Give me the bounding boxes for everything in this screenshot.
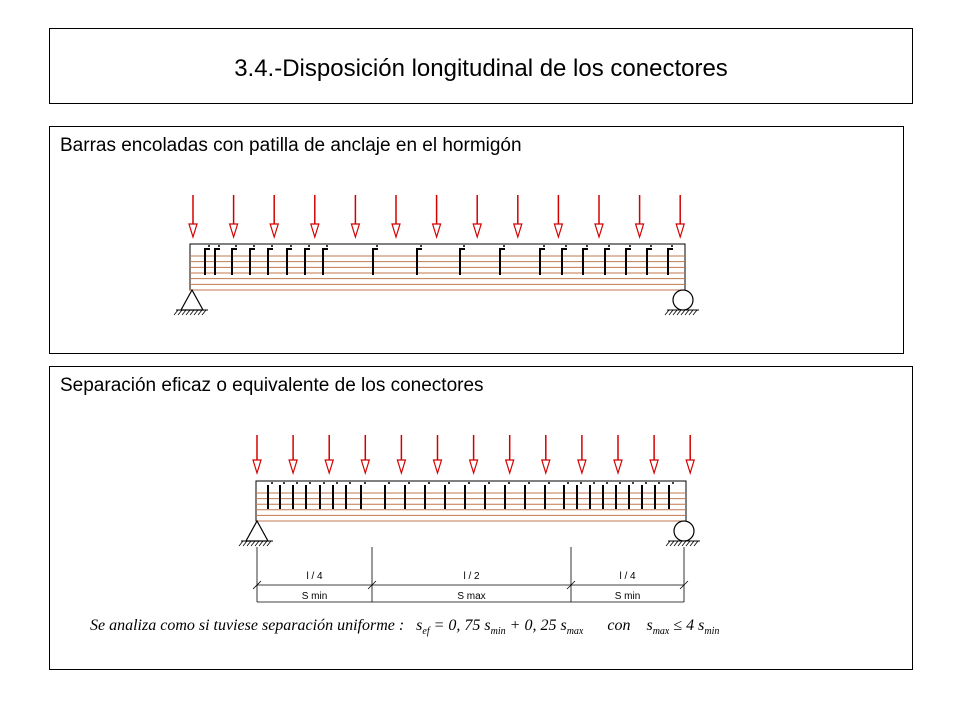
dimension-span-label: l / 4 [619, 571, 636, 582]
aggregate-dot [323, 482, 325, 484]
beam-diagram-1 [50, 127, 905, 355]
page-title: 3.4.-Disposición longitudinal de los conectores [234, 55, 728, 82]
load-arrow-head [351, 224, 359, 237]
aggregate-dot [218, 245, 220, 247]
load-arrow-head [253, 460, 261, 473]
formula-term-min: = 0, 75 s [433, 617, 491, 634]
aggregate-dot [290, 245, 292, 247]
ground-hatch [182, 310, 186, 315]
ground-hatch [251, 541, 255, 546]
load-arrow-head [614, 460, 622, 473]
aggregate-dot [593, 482, 595, 484]
load-arrow-head [554, 224, 562, 237]
formula-con: con [607, 617, 631, 634]
load-arrow-head [361, 460, 369, 473]
ground-hatch [665, 310, 669, 315]
load-arrow-head [686, 460, 694, 473]
ground-hatch [674, 541, 678, 546]
ground-hatch [682, 541, 686, 546]
aggregate-dot [349, 482, 351, 484]
load-arrow-head [470, 460, 478, 473]
aggregate-dot [326, 245, 328, 247]
load-arrow-head [289, 460, 297, 473]
formula-cond-a-sub: max [652, 626, 670, 637]
aggregate-dot [420, 245, 422, 247]
ground-hatch [263, 541, 267, 546]
load-arrow-head [676, 224, 684, 237]
aggregate-dot [608, 245, 610, 247]
load-arrow-head [636, 224, 644, 237]
ground-hatch [678, 541, 682, 546]
aggregate-dot [671, 245, 673, 247]
aggregate-dot [565, 245, 567, 247]
load-arrow-head [434, 460, 442, 473]
load-arrow-head [473, 224, 481, 237]
aggregate-dot [488, 482, 490, 484]
aggregate-dot [283, 482, 285, 484]
pinned-support [246, 521, 268, 541]
aggregate-dot [364, 482, 366, 484]
formula-text: Se analiza como si tuviese separación uniforme : [90, 617, 405, 634]
ground-hatch [178, 310, 182, 315]
aggregate-dot [632, 482, 634, 484]
dimension-spacing-label: S min [614, 591, 641, 602]
aggregate-dot [508, 482, 510, 484]
ground-hatch [198, 310, 202, 315]
panel-effective-spacing [49, 366, 913, 670]
formula-term-max: + 0, 25 s [509, 617, 567, 634]
ground-hatch [190, 310, 194, 315]
ground-hatch [670, 541, 674, 546]
panel1-heading: Barras encoladas con patilla de anclaje en el hormigón [60, 135, 522, 156]
load-arrow-head [392, 224, 400, 237]
load-arrow-head [325, 460, 333, 473]
ground-hatch [243, 541, 247, 546]
ground-hatch [689, 310, 693, 315]
aggregate-dot [388, 482, 390, 484]
ground-hatch [267, 541, 271, 546]
aggregate-dot [376, 245, 378, 247]
ground-hatch [247, 541, 251, 546]
aggregate-dot [658, 482, 660, 484]
ground-hatch [255, 541, 259, 546]
pinned-support [181, 290, 203, 310]
ground-hatch [694, 541, 698, 546]
ground-hatch [202, 310, 206, 315]
aggregate-dot [308, 245, 310, 247]
aggregate-dot [586, 245, 588, 247]
aggregate-dot [580, 482, 582, 484]
spacing-formula [90, 617, 719, 637]
title-panel [49, 28, 913, 104]
load-arrow-head [189, 224, 197, 237]
load-arrow-head [595, 224, 603, 237]
aggregate-dot [548, 482, 550, 484]
aggregate-dot [543, 245, 545, 247]
aggregate-dot [468, 482, 470, 484]
dimension-span-label: l / 2 [463, 571, 480, 582]
aggregate-dot [271, 482, 273, 484]
aggregate-dot [336, 482, 338, 484]
formula-term-min-sub: min [490, 626, 506, 637]
aggregate-dot [650, 245, 652, 247]
ground-hatch [194, 310, 198, 315]
ground-hatch [690, 541, 694, 546]
ground-hatch [666, 541, 670, 546]
ground-hatch [677, 310, 681, 315]
formula-cond-b: ≤ 4 s [673, 617, 705, 634]
formula-lhs-sub: ef [422, 626, 430, 637]
dimension-spacing-label: S min [301, 591, 328, 602]
roller-support [673, 290, 693, 310]
load-arrow-head [311, 224, 319, 237]
ground-hatch [685, 310, 689, 315]
aggregate-dot [208, 245, 210, 247]
load-arrow-head [433, 224, 441, 237]
aggregate-dot [606, 482, 608, 484]
aggregate-dot [448, 482, 450, 484]
ground-hatch [693, 310, 697, 315]
aggregate-dot [271, 245, 273, 247]
panel2-heading: Separación eficaz o equivalente de los conectores [60, 375, 484, 396]
panel-glued-bars [49, 126, 904, 354]
aggregate-dot [629, 245, 631, 247]
ground-hatch [259, 541, 263, 546]
ground-hatch [239, 541, 243, 546]
aggregate-dot [253, 245, 255, 247]
load-arrow-head [230, 224, 238, 237]
ground-hatch [174, 310, 178, 315]
aggregate-dot [235, 245, 237, 247]
aggregate-dot [672, 482, 674, 484]
formula-cond-a: s [646, 617, 653, 634]
formula-term-max-sub: max [566, 626, 584, 637]
load-arrow-head [542, 460, 550, 473]
load-arrow-head [397, 460, 405, 473]
ground-hatch [681, 310, 685, 315]
load-arrow-head [514, 224, 522, 237]
roller-support [674, 521, 694, 541]
ground-hatch [186, 310, 190, 315]
aggregate-dot [528, 482, 530, 484]
ground-hatch [673, 310, 677, 315]
load-arrow-head [506, 460, 514, 473]
aggregate-dot [619, 482, 621, 484]
dimension-spacing-label: S max [457, 591, 486, 602]
ground-hatch [686, 541, 690, 546]
load-arrow-head [270, 224, 278, 237]
formula-lhs: s [416, 617, 423, 634]
aggregate-dot [645, 482, 647, 484]
dimension-span-label: l / 4 [306, 571, 323, 582]
aggregate-dot [503, 245, 505, 247]
aggregate-dot [309, 482, 311, 484]
ground-hatch [669, 310, 673, 315]
aggregate-dot [567, 482, 569, 484]
aggregate-dot [428, 482, 430, 484]
aggregate-dot [296, 482, 298, 484]
load-arrow-head [650, 460, 658, 473]
formula-cond-b-sub: min [704, 626, 720, 637]
aggregate-dot [463, 245, 465, 247]
aggregate-dot [408, 482, 410, 484]
load-arrow-head [578, 460, 586, 473]
